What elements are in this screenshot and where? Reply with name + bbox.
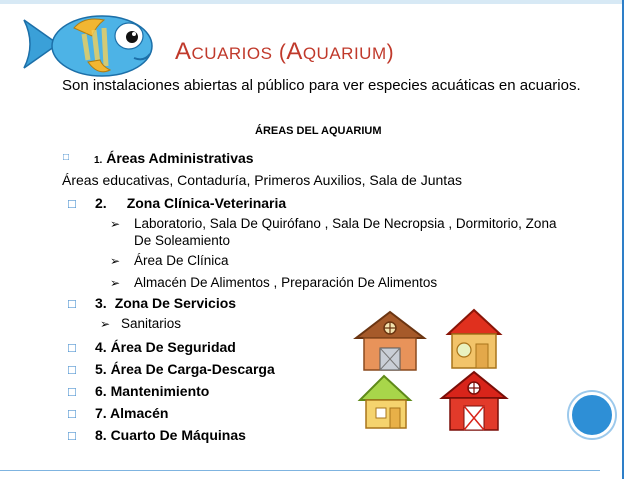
open-square-bullet-icon: □: [63, 152, 70, 163]
intro-text: Son instalaciones abiertas al público para ver especies acuáticas en acuarios.: [62, 77, 581, 94]
open-square-bullet-icon: □: [68, 384, 76, 399]
list-item-5: 5. Área De Carga-Descarga: [95, 361, 275, 377]
frame-bottom-line: [0, 470, 600, 471]
open-square-bullet-icon: □: [68, 296, 76, 311]
decorative-circle-icon: [569, 392, 615, 438]
house-icon: [448, 310, 500, 368]
list-item-3-sub-1: Sanitarios: [121, 316, 182, 331]
arrow-bullet-icon: ➢: [110, 217, 121, 231]
arrow-bullet-icon: ➢: [100, 317, 111, 331]
list-item-2-sub-2: Área De Clínica: [134, 253, 229, 268]
list-item-2: 2. Zona Clínica-Veterinaria: [95, 195, 287, 211]
houses-illustration: [352, 308, 552, 432]
list-item-1-detail: Áreas educativas, Contaduría, Primeros Auxilios, Sala de Juntas: [62, 172, 462, 188]
list-item-1: 1. Áreas Administrativas: [94, 150, 254, 166]
fish-icon: [14, 6, 162, 84]
list-item-7: 7. Almacén: [95, 405, 169, 421]
open-square-bullet-icon: □: [68, 406, 76, 421]
list-item-2-sub-3: Almacén De Alimentos , Preparación De Alimentos: [134, 275, 438, 290]
house-icon: [442, 372, 506, 430]
arrow-bullet-icon: ➢: [110, 254, 121, 268]
section-heading: ÁREAS DEL AQUARIUM: [255, 125, 382, 137]
frame-right: [622, 0, 638, 479]
open-square-bullet-icon: □: [68, 428, 76, 443]
list-item-2-sub-1: Laboratorio, Sala De Quirófano , Sala De Necropsia , Dormitorio, Zona: [134, 216, 557, 231]
open-square-bullet-icon: □: [68, 196, 76, 211]
arrow-bullet-icon: ➢: [110, 276, 121, 290]
list-item-4: 4. Área De Seguridad: [95, 339, 236, 355]
house-icon: [360, 376, 410, 428]
open-square-bullet-icon: □: [68, 340, 76, 355]
frame-top: [0, 0, 638, 4]
list-item-2-sub-1-cont: De Soleamiento: [134, 233, 231, 248]
page-title: ACUARIOS (AQUARIUM): [175, 38, 395, 65]
list-item-6: 6. Mantenimiento: [95, 383, 210, 399]
house-icon: [356, 312, 424, 370]
open-square-bullet-icon: □: [68, 362, 76, 377]
list-item-8: 8. Cuarto De Máquinas: [95, 427, 246, 443]
list-item-3: 3. Zona De Servicios: [95, 295, 237, 311]
